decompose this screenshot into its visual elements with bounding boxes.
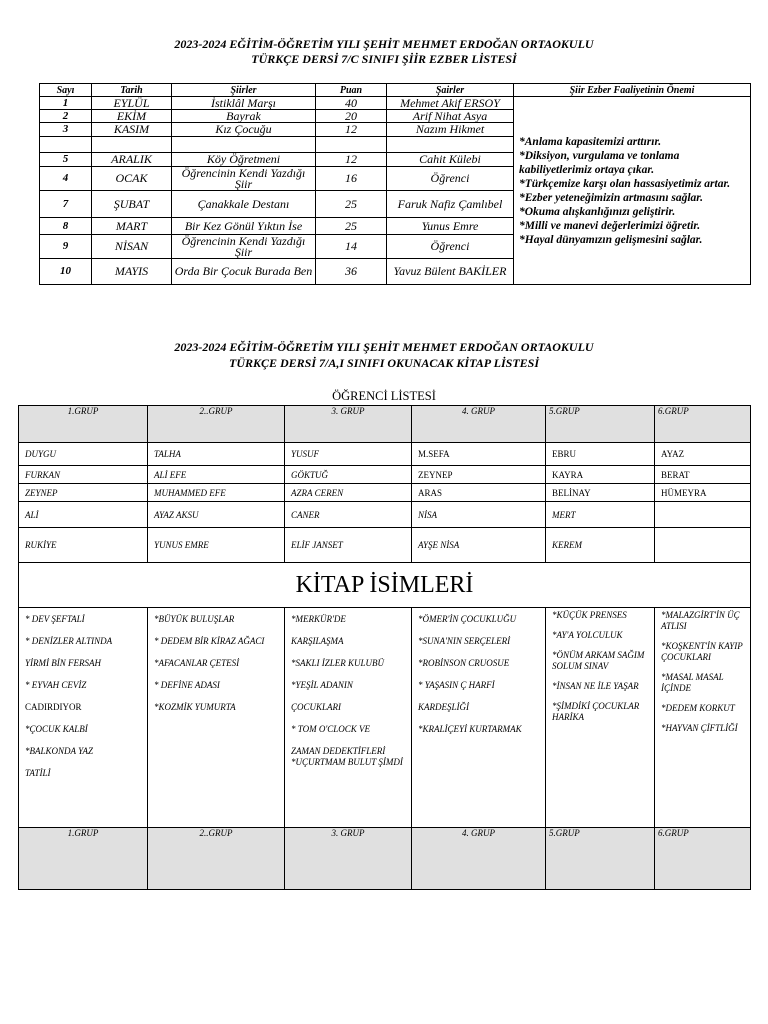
- poem-table-cell: Kız Çocuğu: [172, 123, 316, 137]
- group-header-cell: [412, 406, 546, 443]
- book-title: * EYVAH CEVİZ: [25, 680, 87, 690]
- group-header-row: [19, 406, 751, 443]
- group-label: 2..GRUP: [199, 828, 233, 838]
- student-name-cell: KAYRA: [546, 466, 655, 484]
- student-name-cell: AYAZ: [655, 443, 751, 466]
- poem-table-cell: Öğrenci: [387, 235, 514, 259]
- poem-table-cell: 12: [316, 123, 387, 137]
- poem-table-cell: [316, 137, 387, 153]
- group-book-list: [148, 608, 285, 828]
- group-label: 4. GRUP: [462, 828, 495, 838]
- book-title: *ÖNÜM ARKAM SAĞIM SOLUM SINAV: [552, 650, 645, 671]
- poem-table-cell: Bayrak: [172, 110, 316, 123]
- poem-table-cell: [387, 137, 514, 153]
- doc1-title-line2: TÜRKÇE DERSİ 7/C SINIFI ŞİİR EZBER LİSTESİ: [251, 52, 517, 66]
- poem-table-cell: 9: [40, 235, 92, 259]
- student-name-cell: ZEYNEP: [19, 484, 148, 502]
- group-header-cell: [546, 828, 655, 890]
- group-label: 3. GRUP: [331, 406, 365, 416]
- student-name-cell: MUHAMMED EFE: [148, 484, 285, 502]
- poem-table-cell: 14: [316, 235, 387, 259]
- book-title: *ROBİNSON CRUOSUE: [418, 658, 510, 668]
- poem-table-cell: 5: [40, 153, 92, 167]
- group-book-list: [19, 608, 148, 828]
- poem-table-cell: [40, 137, 92, 153]
- book-title: *MASAL MASAL İÇİNDE: [661, 672, 724, 693]
- book-titles-header-row: [19, 563, 751, 608]
- poem-table-cell: 20: [316, 110, 387, 123]
- importance-item: *Okuma alışkanlığınızı geliştirir.: [519, 205, 676, 218]
- student-name-cell: MERT: [546, 502, 655, 528]
- book-title: *HAYVAN ÇİFTLİĞİ: [661, 723, 738, 733]
- student-name-cell: ALİ EFE: [148, 466, 285, 484]
- group-header-cell: [148, 406, 285, 443]
- group-book-list: [655, 608, 751, 828]
- student-name-cell: NİSA: [412, 502, 546, 528]
- poem-table-cell: 3: [40, 123, 92, 137]
- group-label: 5.GRUP: [549, 406, 580, 416]
- student-name-cell: YUNUS EMRE: [148, 528, 285, 563]
- student-name-cell: AZRA CEREN: [285, 484, 412, 502]
- importance-item: *Anlama kapasitemizi arttırır.: [519, 135, 662, 148]
- group-label: 6.GRUP: [658, 828, 689, 838]
- poem-table-cell: Mehmet Akif ERSOY: [387, 97, 514, 110]
- poem-table-cell: 8: [40, 218, 92, 235]
- book-list-row: [19, 608, 751, 828]
- poem-table-header-cell: Puan: [316, 84, 387, 97]
- group-label: 4. GRUP: [462, 406, 495, 416]
- student-name-cell: ALİ: [19, 502, 148, 528]
- group-label: 6.GRUP: [658, 406, 689, 416]
- book-title: *ÖMER'İN ÇOCUKLUĞU: [418, 614, 517, 624]
- book-titles-heading: KİTAP İSİMLERİ: [19, 563, 751, 608]
- poem-table-cell: 40: [316, 97, 387, 110]
- poem-table-cell: Öğrencinin Kendi Yazdığı Şiir: [172, 167, 316, 191]
- student-name-cell: M.SEFA: [412, 443, 546, 466]
- poem-table-cell: EKİM: [92, 110, 172, 123]
- book-title: *DEDEM KORKUT: [661, 703, 735, 713]
- poem-table-cell: [92, 137, 172, 153]
- group-book-list: [412, 608, 546, 828]
- group-header-cell: [19, 828, 148, 890]
- student-name-cell: ZEYNEP: [412, 466, 546, 484]
- poem-table-header-cell: Şairler: [387, 84, 514, 97]
- book-title: *KÜÇÜK PRENSES: [552, 610, 627, 620]
- book-title: TATİLİ: [25, 768, 51, 778]
- importance-item: *Milli ve manevi değerlerimizi öğretir.: [519, 219, 701, 232]
- group-header-cell: [285, 406, 412, 443]
- book-title: *KOŞKENT'İN KAYIP ÇOCUKLARI: [661, 641, 743, 662]
- book-title: YİRMİ BİN FERSAH: [25, 658, 101, 668]
- group-label: 1.GRUP: [67, 406, 99, 416]
- group-label: 1.GRUP: [67, 828, 99, 838]
- poem-table-cell: Orda Bir Çocuk Burada Ben: [172, 259, 316, 285]
- poem-table-header-cell: Sayı: [40, 84, 92, 97]
- student-name-cell: BELİNAY: [546, 484, 655, 502]
- doc1-title-line1: 2023-2024 EĞİTİM-ÖĞRETİM YILI ŞEHİT MEHMET ERDOĞAN ORTAOKULU: [174, 37, 594, 51]
- book-title: * DEDEM BİR KİRAZ AĞACI: [154, 636, 265, 646]
- poem-table-cell: EYLÜL: [92, 97, 172, 110]
- group-header-cell: [412, 828, 546, 890]
- poem-list-table: [39, 83, 751, 285]
- student-row: [19, 466, 751, 484]
- poem-table-cell: MAYIS: [92, 259, 172, 285]
- book-title: *BALKONDA YAZ: [25, 746, 93, 756]
- poem-table-cell: ŞUBAT: [92, 191, 172, 218]
- book-title: KARDEŞLİĞİ: [418, 702, 469, 712]
- student-name-cell: [655, 528, 751, 563]
- importance-item: *Diksiyon, vurgulama ve tonlama kabiliyetlerimiz ortaya çıkar.: [519, 149, 680, 176]
- poem-table-header-cell: Şiirler: [172, 84, 316, 97]
- student-name-cell: [655, 502, 751, 528]
- student-name-cell: CANER: [285, 502, 412, 528]
- book-title: ÇOCUKLARI: [291, 702, 342, 712]
- book-title: *BÜYÜK BULUŞLAR: [154, 614, 235, 624]
- poem-table-cell: Arif Nihat Asya: [387, 110, 514, 123]
- poem-table-cell: 25: [316, 191, 387, 218]
- book-title: *ŞİMDİKİ ÇOCUKLAR HARİKA: [552, 701, 640, 722]
- book-title: *MALAZGİRT'İN ÜÇ ATLISI: [661, 610, 740, 631]
- group-header-cell: [655, 828, 751, 890]
- student-name-cell: ARAS: [412, 484, 546, 502]
- group-header-cell: [655, 406, 751, 443]
- student-name-cell: HÜMEYRA: [655, 484, 751, 502]
- importance-item: *Türkçemize karşı olan hassasiyetimiz artar.: [519, 177, 731, 190]
- poem-table-cell: MART: [92, 218, 172, 235]
- group-header-cell: [285, 828, 412, 890]
- poem-table-cell: Bir Kez Gönül Yıktın İse: [172, 218, 316, 235]
- importance-item: *Hayal dünyamızın gelişmesini sağlar.: [519, 233, 703, 246]
- poem-table-cell: NİSAN: [92, 235, 172, 259]
- book-title: *AY'A YOLCULUK: [552, 630, 623, 640]
- student-row: [19, 484, 751, 502]
- poem-table-header-cell: Tarih: [92, 84, 172, 97]
- poem-table-row: [40, 97, 751, 110]
- poem-table-cell: Cahit Külebi: [387, 153, 514, 167]
- poem-table-cell: 10: [40, 259, 92, 285]
- poem-table-header-cell: Şiir Ezber Faaliyetinin Önemi: [514, 84, 751, 97]
- book-title: *SUNA'NIN SERÇELERİ: [418, 636, 511, 646]
- poem-table-cell: 1: [40, 97, 92, 110]
- book-title: *MERKÜR'DE: [291, 614, 346, 624]
- doc2-title-line1: 2023-2024 EĞİTİM-ÖĞRETİM YILI ŞEHİT MEHMET ERDOĞAN ORTAOKULU: [174, 340, 594, 354]
- student-name-cell: YUSUF: [285, 443, 412, 466]
- book-title: *KRALİÇEYİ KURTARMAK: [418, 724, 522, 734]
- poem-table-cell: 25: [316, 218, 387, 235]
- student-name-cell: BERAT: [655, 466, 751, 484]
- poem-table-cell: ARALIK: [92, 153, 172, 167]
- poem-table-cell: 36: [316, 259, 387, 285]
- poem-table-cell: [172, 137, 316, 153]
- student-name-cell: AYŞE NİSA: [412, 528, 546, 563]
- doc2-title-line2: TÜRKÇE DERSİ 7/A,I SINIFI OKUNACAK KİTAP LİSTESİ: [229, 356, 539, 370]
- student-list-title: ÖĞRENCİ LİSTESİ: [332, 389, 436, 403]
- book-title: KARŞILAŞMA: [291, 636, 344, 646]
- book-title: *KOZMİK YUMURTA: [154, 702, 236, 712]
- student-name-cell: KEREM: [546, 528, 655, 563]
- group-footer-row: [19, 828, 751, 890]
- book-title: *YEŞİL ADANIN: [291, 680, 353, 690]
- poem-table-cell: Çanakkale Destanı: [172, 191, 316, 218]
- group-label: 5.GRUP: [549, 828, 580, 838]
- poem-table-cell: Nazım Hikmet: [387, 123, 514, 137]
- poem-table-cell: 12: [316, 153, 387, 167]
- student-name-cell: AYAZ AKSU: [148, 502, 285, 528]
- poem-table-cell: 4: [40, 167, 92, 191]
- group-header-cell: [19, 406, 148, 443]
- group-book-list: [285, 608, 412, 828]
- book-title: * DEFİNE ADASI: [154, 680, 220, 690]
- book-title: * YAŞASIN Ç HARFİ: [418, 680, 495, 690]
- group-header-cell: [148, 828, 285, 890]
- student-name-cell: ELİF JANSET: [285, 528, 412, 563]
- poem-table-cell: Öğrenci: [387, 167, 514, 191]
- group-label: 2..GRUP: [199, 406, 233, 416]
- book-title: CADIRDIYOR: [25, 702, 82, 712]
- student-row: [19, 528, 751, 563]
- poem-table-cell: KASIM: [92, 123, 172, 137]
- student-name-cell: DUYGU: [19, 443, 148, 466]
- group-header-cell: [546, 406, 655, 443]
- book-title: * TOM O'CLOCK VE: [291, 724, 371, 734]
- poem-table-cell: Yavuz Bülent BAKİLER: [387, 259, 514, 285]
- importance-item: *Ezber yeteneğimizin artmasını sağlar.: [519, 191, 704, 204]
- book-title: ZAMAN DEDEKTİFLERİ *UÇURTMAM BULUT ŞİMDİ: [291, 746, 403, 767]
- student-name-cell: EBRU: [546, 443, 655, 466]
- student-name-cell: RUKİYE: [19, 528, 148, 563]
- book-list-table: [18, 405, 751, 890]
- poem-table-cell: Yunus Emre: [387, 218, 514, 235]
- book-title: *İNSAN NE İLE YAŞAR: [552, 681, 639, 691]
- book-title: * DEV ŞEFTALİ: [25, 614, 85, 624]
- student-name-cell: FURKAN: [19, 466, 148, 484]
- poem-table-cell: İstiklâl Marşı: [172, 97, 316, 110]
- group-label: 3. GRUP: [331, 828, 365, 838]
- student-row: [19, 443, 751, 466]
- student-name-cell: GÖKTUĞ: [285, 466, 412, 484]
- poem-table-cell: Faruk Nafiz Çamlıbel: [387, 191, 514, 218]
- memorization-importance-cell: [514, 97, 751, 285]
- poem-table-cell: Köy Öğretmeni: [172, 153, 316, 167]
- student-row: [19, 502, 751, 528]
- book-title: *SAKLI İZLER KULUBÜ: [291, 658, 385, 668]
- group-book-list: [546, 608, 655, 828]
- poem-table-cell: 2: [40, 110, 92, 123]
- book-title: *ÇOCUK KALBİ: [25, 724, 88, 734]
- book-title: *AFACANLAR ÇETESİ: [154, 658, 240, 668]
- poem-table-cell: 16: [316, 167, 387, 191]
- poem-table-header: [40, 84, 751, 97]
- poem-table-cell: 7: [40, 191, 92, 218]
- poem-table-cell: Öğrencinin Kendi Yazdığı Şiir: [172, 235, 316, 259]
- book-title: * DENİZLER ALTINDA: [25, 636, 113, 646]
- poem-table-cell: OCAK: [92, 167, 172, 191]
- student-name-cell: TALHA: [148, 443, 285, 466]
